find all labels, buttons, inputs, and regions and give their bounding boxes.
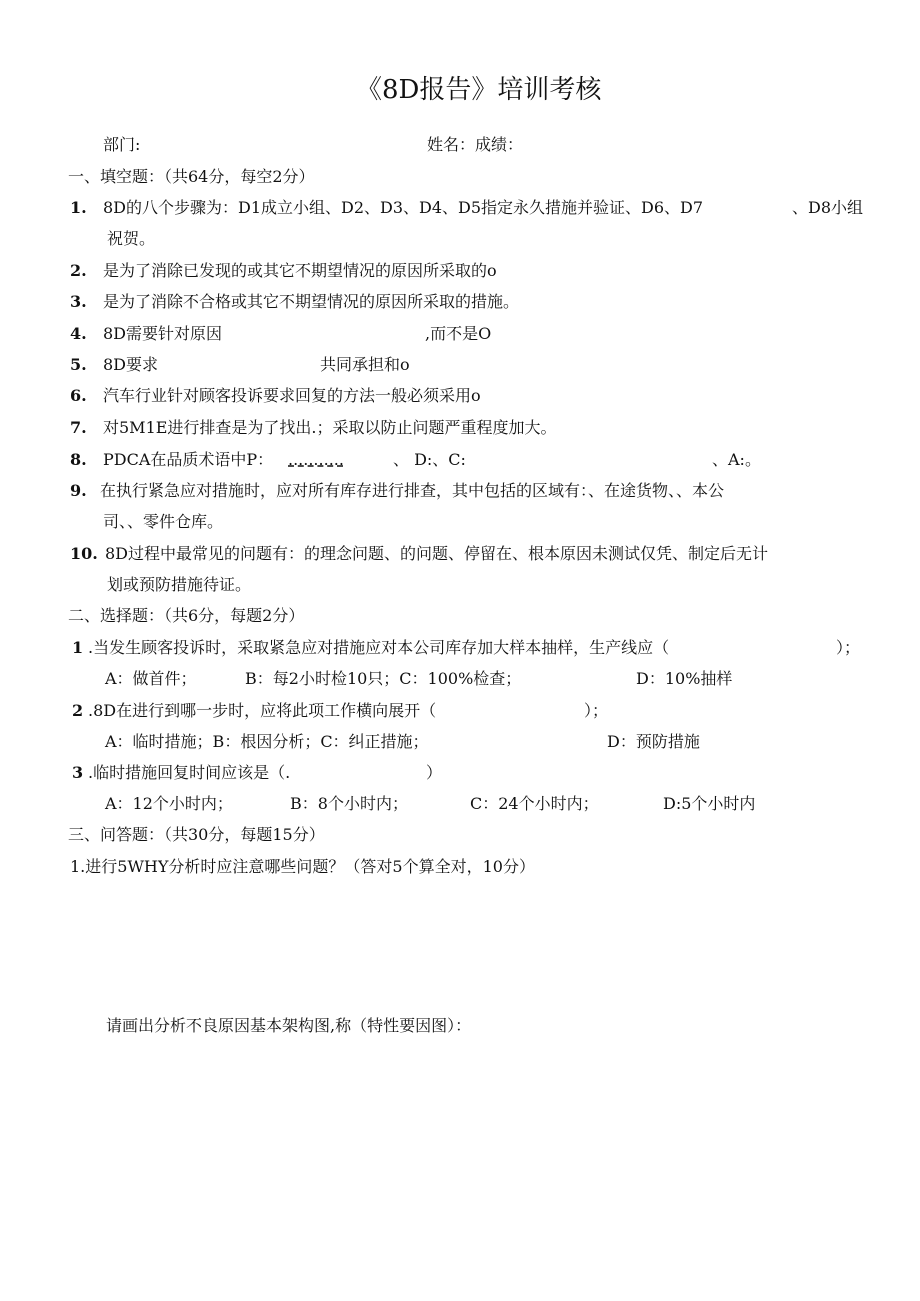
question-text: 8D的八个步骤为：D1成立小组、D2、D3、D4、D5指定永久措施并验证、D6、D7: [103, 198, 704, 217]
question-text: 、A:。: [712, 450, 761, 469]
option-a: A：12个小时内；: [105, 794, 233, 813]
question-number: 3.: [70, 292, 87, 311]
question-number: 1.: [70, 198, 87, 217]
question-text: 、D8小组: [792, 198, 864, 217]
question-bracket-close: ）；: [584, 701, 609, 720]
section-essay-heading: 三、问答题：（共30分，每题15分）: [68, 825, 325, 844]
question-text: 对5M1E进行排查是为了找出.；采取以防止问题严重程度加大。: [103, 418, 557, 437]
option-c: C：24个小时内；: [470, 794, 599, 813]
question-text: .临时措施回复时间应该是（.: [88, 763, 291, 782]
question-text: 共同承担和o: [320, 355, 410, 374]
option-d: D:5个小时内: [663, 794, 756, 813]
question-text: 8D过程中最常见的问题有：的理念问题、的问题、停留在、根本原因未测试仅凭、制定后无计: [105, 544, 769, 563]
question-text: 8D要求: [103, 355, 159, 374]
question-number: 2.: [70, 261, 87, 280]
question-bracket-close: ）；: [836, 638, 861, 657]
section-fill-blank-heading: 一、填空题：（共64分，每空2分）: [68, 167, 315, 186]
question-number: 3: [72, 763, 84, 782]
option-d: D：预防措施: [607, 732, 700, 751]
question-text: 司、、零件仓库。: [103, 512, 224, 531]
question-text: 、 D:、C:: [393, 450, 466, 469]
page-title: 《8D报告》培训考核: [356, 75, 602, 105]
question-number: 10.: [70, 544, 98, 563]
question-text: PDCA在品质术语中P：: [103, 450, 274, 469]
section-choice-heading: 二、选择题：（共6分，每题2分）: [68, 606, 305, 625]
question-number: 8.: [70, 450, 87, 469]
question-number: 1: [72, 638, 84, 657]
question-number: 4.: [70, 324, 87, 343]
question-text: 8D需要针对原因: [103, 324, 223, 343]
question-number: 7.: [70, 418, 87, 437]
question-text: .当发生顾客投诉时，采取紧急应对措施应对本公司库存加大样本抽样，生产线应（: [88, 638, 670, 657]
essay-question-2: 请画出分析不良原因基本架构图,称（特性要因图）：: [106, 1016, 472, 1035]
question-number: 5.: [70, 355, 87, 374]
option-b-c: B：每2小时检10只；C：100%检查；: [245, 669, 522, 688]
question-text: .8D在进行到哪一步时，应将此项工作横向展开（: [88, 701, 437, 720]
question-text: 是为了消除不合格或其它不期望情况的原因所采取的措施。: [103, 292, 520, 311]
question-number: 6.: [70, 386, 87, 405]
question-text: ,而不是O: [425, 324, 492, 343]
question-text: 汽车行业针对顾客投诉要求回复的方法一般必须采用o: [103, 386, 481, 405]
option-a: A：做首件；: [105, 669, 197, 688]
question-text: 划或预防措施待证。: [107, 575, 252, 594]
option-d: D：10%抽样: [636, 669, 733, 688]
question-number: 2: [72, 701, 84, 720]
options-a-b-c: A：临时措施；B：根因分析；C：纠正措施；: [105, 732, 429, 751]
question-text: 在执行紧急应对措施时，应对所有库存进行排查，其中包括的区域有：、在途货物、、本公: [100, 481, 725, 500]
question-number: 9.: [70, 481, 87, 500]
question-text: 祝贺。: [107, 229, 156, 248]
option-b: B：8个小时内；: [290, 794, 408, 813]
blank-dots: ...........: [288, 450, 344, 469]
name-score-label: 姓名：成绩：: [427, 135, 524, 154]
essay-question-1: 1.进行5WHY分析时应注意哪些问题？（答对5个算全对，10分）: [70, 857, 535, 876]
department-label: 部门:: [103, 135, 141, 154]
question-bracket-close: ）: [426, 763, 443, 782]
question-text: 是为了消除已发现的或其它不期望情况的原因所采取的o: [103, 261, 497, 280]
